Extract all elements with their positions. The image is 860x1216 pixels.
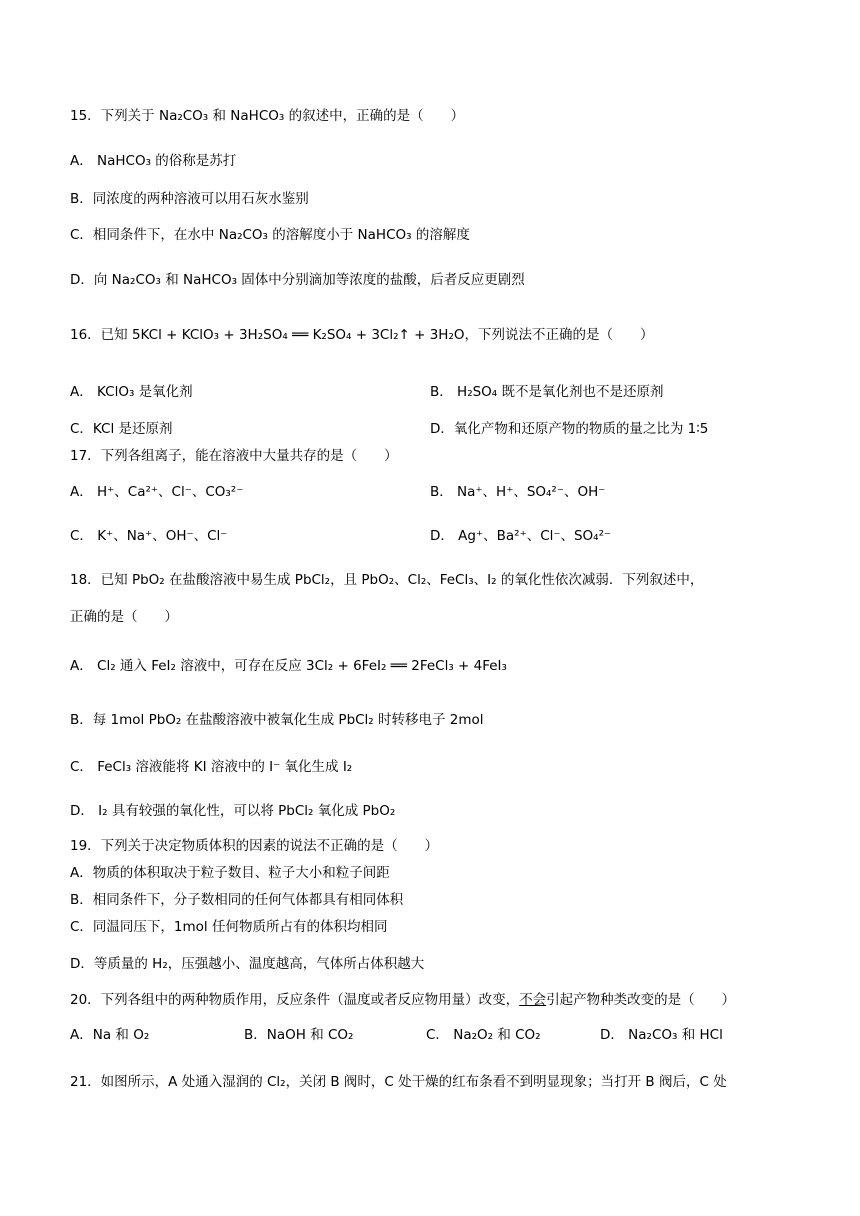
- q15-stem: 15．下列关于 Na₂CO₃ 和 NaHCO₃ 的叙述中，正确的是（ ）: [70, 108, 465, 124]
- q18-stem-line2: 正确的是（ ）: [70, 609, 178, 625]
- q16-stem: 16．已知 5KCl + KClO₃ + 3H₂SO₄ ══ K₂SO₄ + 3Cl₂↑ + 3H₂O，下列说法不正确的是（ ）: [70, 327, 654, 343]
- q17-option-d: D． Ag⁺、Ba²⁺、Cl⁻、SO₄²⁻: [430, 528, 612, 544]
- q20-option-b: B．NaOH 和 CO₂: [244, 1027, 354, 1043]
- q20-stem-prefix: 20．下列各组中的两种物质作用，反应条件（温度或者反应物用量）改变，: [70, 992, 520, 1008]
- q20-stem: [70, 990, 800, 1010]
- q18-option-c: C． FeCl₃ 溶液能将 KI 溶液中的 I⁻ 氧化生成 I₂: [70, 759, 353, 775]
- q15-option-a: A． NaHCO₃ 的俗称是苏打: [70, 153, 237, 169]
- q19-option-a: A．物质的体积取决于粒子数目、粒子大小和粒子间距: [70, 865, 390, 881]
- q19-stem: 19．下列关于决定物质体积的因素的说法不正确的是（ ）: [70, 838, 439, 854]
- q16-option-c: C．KCl 是还原剂: [70, 421, 173, 437]
- q20-option-c: C． Na₂O₂ 和 CO₂: [426, 1027, 541, 1043]
- q17-stem: 17．下列各组离子，能在溶液中大量共存的是（ ）: [70, 448, 398, 464]
- q17-option-c: C． K⁺、Na⁺、OH⁻、Cl⁻: [70, 528, 228, 544]
- q17-option-b: B． Na⁺、H⁺、SO₄²⁻、OH⁻: [430, 484, 606, 500]
- q16-row2: [70, 419, 800, 439]
- q19-option-c: C．同温同压下，1mol 任何物质所占有的体积均相同: [70, 919, 388, 935]
- q20-option-a: A．Na 和 O₂: [70, 1027, 150, 1043]
- q16-option-b: B． H₂SO₄ 既不是氧化剂也不是还原剂: [430, 384, 664, 400]
- q17-row1: [70, 482, 800, 502]
- q19-option-d: D．等质量的 H₂，压强越小、温度越高，气体所占体积越大: [70, 956, 425, 972]
- q18-option-a: A． Cl₂ 通入 FeI₂ 溶液中，可存在反应 3Cl₂ + 6FeI₂ ══ 2FeCl₃ + 4FeI₃: [70, 658, 507, 674]
- q17-row2: [70, 526, 800, 546]
- q16-option-a: A． KClO₃ 是氧化剂: [70, 384, 193, 400]
- q15-option-c: C．相同条件下，在水中 Na₂CO₃ 的溶解度小于 NaHCO₃ 的溶解度: [70, 227, 470, 243]
- q20-stem-suffix: 引起产物种类改变的是（ ）: [546, 992, 736, 1008]
- q15-option-b: B．同浓度的两种溶液可以用石灰水鉴别: [70, 191, 309, 207]
- q16-row1: [70, 382, 800, 402]
- q18-option-b: B．每 1mol PbO₂ 在盐酸溶液中被氧化生成 PbCl₂ 时转移电子 2mol: [70, 712, 484, 728]
- q21-stem: 21．如图所示，A 处通入湿润的 Cl₂，关闭 B 阀时，C 处干燥的红布条看不到明显现象；当打开 B 阀后，C 处: [70, 1074, 727, 1090]
- q18-stem-line1: 18．已知 PbO₂ 在盐酸溶液中易生成 PbCl₂，且 PbO₂、Cl₂、FeCl₃、I₂ 的氧化性依次减弱．下列叙述中，: [70, 572, 704, 588]
- q15-option-d: D．向 Na₂CO₃ 和 NaHCO₃ 固体中分别滴加等浓度的盐酸，后者反应更剧烈: [70, 272, 525, 288]
- q20-stem-underlined: 不会: [519, 992, 547, 1008]
- q18-option-d: D． I₂ 具有较强的氧化性，可以将 PbCl₂ 氧化成 PbO₂: [70, 803, 396, 819]
- q17-option-a: A． H⁺、Ca²⁺、Cl⁻、CO₃²⁻: [70, 484, 244, 500]
- q19-option-b: B．相同条件下，分子数相同的任何气体都具有相同体积: [70, 892, 404, 908]
- q20-option-d: D． Na₂CO₃ 和 HCl: [600, 1027, 723, 1043]
- q16-option-d: D．氧化产物和还原产物的物质的量之比为 1∶5: [430, 421, 709, 437]
